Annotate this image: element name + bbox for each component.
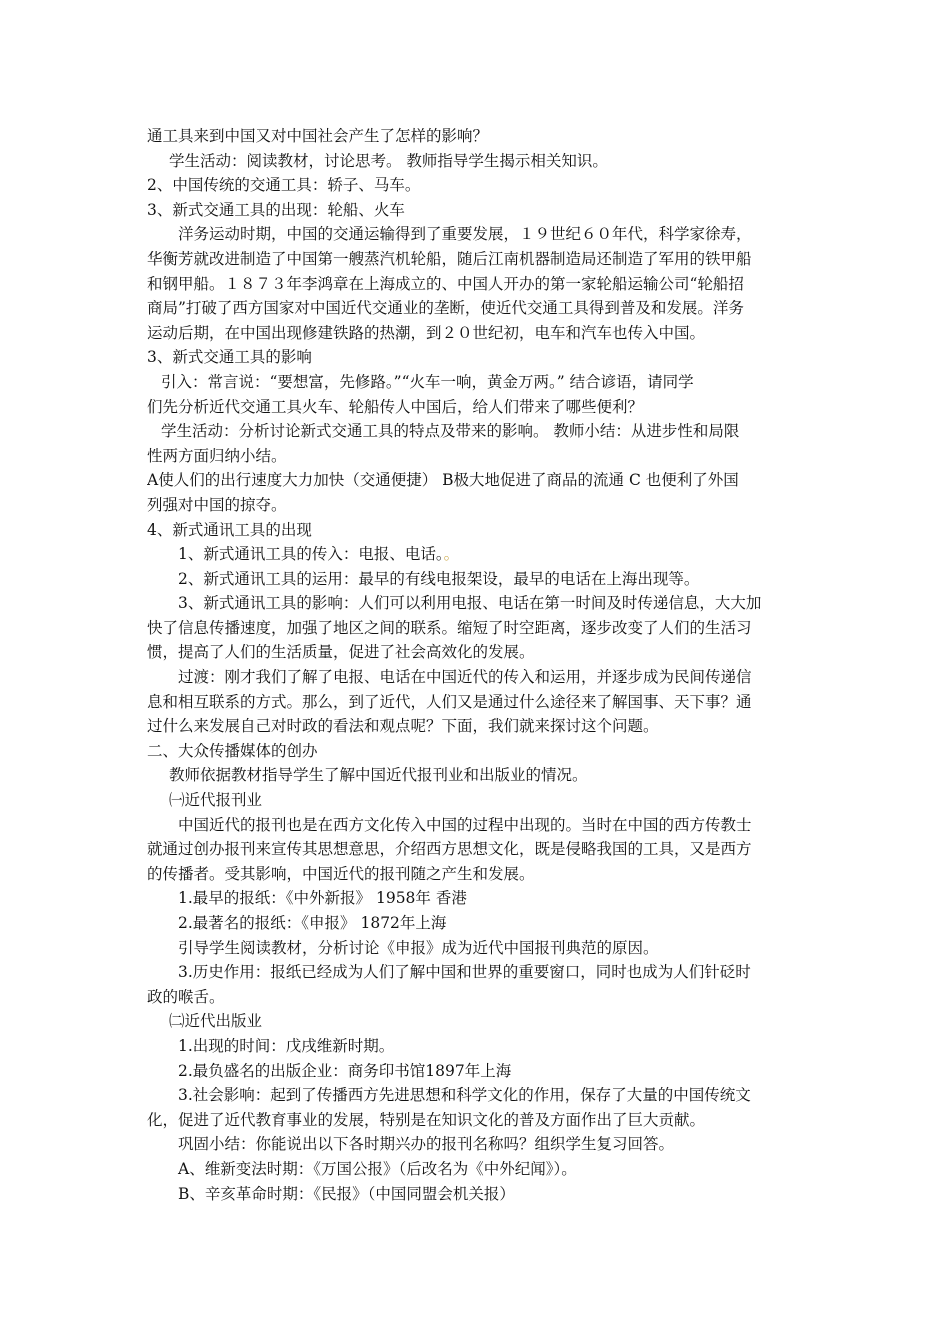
stray-mark: 。 bbox=[443, 545, 460, 564]
text-line bbox=[147, 345, 810, 370]
text-line-content: 政的喉舌。 bbox=[147, 987, 225, 1006]
text-line-content: 就通过创办报刊来宣传其思想意思，介绍西方思想文化，既是侵略我国的工具，又是西方 bbox=[147, 840, 752, 859]
text-line-content: 化，促进了近代教育事业的发展，特别是在知识文化的普及方面作出了巨大贡献。 bbox=[147, 1110, 706, 1129]
text-line-content: 1、新式通讯工具的传入：电报、电话。 bbox=[178, 545, 444, 564]
text-line bbox=[147, 1157, 810, 1182]
text-line-content: 2.最负盛名的出版企业：商务印书馆1897年上海 bbox=[178, 1061, 512, 1080]
text-line bbox=[147, 1132, 810, 1157]
text-line bbox=[147, 616, 810, 641]
text-line-content: B、辛亥革命时期：《民报》（中国同盟会机关报） bbox=[178, 1184, 515, 1203]
text-line bbox=[147, 1059, 810, 1084]
text-line bbox=[147, 149, 810, 174]
text-line-content: 3.社会影响：起到了传播西方先进思想和科学文化的作用，保存了大量的中国传统文 bbox=[178, 1086, 751, 1105]
text-line-content: 引导学生阅读教材，分析讨论《申报》成为近代中国报刊典范的原因。 bbox=[178, 938, 659, 957]
text-line bbox=[147, 665, 810, 690]
text-line bbox=[147, 444, 810, 469]
text-line bbox=[147, 739, 810, 764]
text-line-content: ㈡近代出版业 bbox=[169, 1012, 263, 1031]
text-line-content: 商局”打破了西方国家对中国近代交通业的垄断，使近代交通工具得到普及和发展。洋务 bbox=[147, 299, 744, 318]
text-line-content: 2、中国传统的交通工具：轿子、马车。 bbox=[147, 176, 421, 195]
text-line bbox=[147, 985, 810, 1010]
text-line bbox=[147, 788, 810, 813]
text-line-content: 过什么来发展自己对时政的看法和观点呢？下面，我们就来探讨这个问题。 bbox=[147, 717, 659, 736]
text-line bbox=[147, 1182, 810, 1207]
text-line bbox=[147, 493, 810, 518]
text-line-content: 学生活动：阅读教材，讨论思考。 教师指导学生揭示相关知识。 bbox=[169, 151, 608, 170]
text-line bbox=[147, 1108, 810, 1133]
text-line-content: 运动后期，在中国出现修建铁路的热潮，到２０世纪初，电车和汽车也传入中国。 bbox=[147, 323, 706, 342]
text-line-content: A、维新变法时期：《万国公报》（后改名为《中外纪闻》）。 bbox=[178, 1159, 577, 1178]
text-line bbox=[147, 198, 810, 223]
text-line-content: 快了信息传播速度，加强了地区之间的联系。缩短了时空距离，逐步改变了人们的生活习 bbox=[147, 618, 752, 637]
text-line-content: 过渡：刚才我们了解了电报、电话在中国近代的传入和运用，并逐步成为民间传递信 bbox=[178, 668, 752, 687]
text-line-content: 3、新式交通工具的出现：轮船、火车 bbox=[147, 200, 405, 219]
text-line-content: 息和相互联系的方式。那么，到了近代，人们又是通过什么途径来了解国事、天下事？通 bbox=[147, 692, 752, 711]
text-line bbox=[147, 222, 810, 247]
text-line-content: 2.最著名的报纸：《申报》 1872年上海 bbox=[178, 914, 447, 932]
text-line bbox=[147, 911, 810, 936]
text-line-content: 中国近代的报刊也是在西方文化传入中国的过程中出现的。当时在中国的西方传教士 bbox=[178, 815, 752, 834]
text-line-content: 性两方面归纳小结。 bbox=[147, 446, 287, 465]
text-line-content: 通工具来到中国又对中国社会产生了怎样的影响？ bbox=[147, 127, 489, 145]
text-line-content: 巩固小结：你能说出以下各时期兴办的报刊名称吗？组织学生复习回答。 bbox=[178, 1135, 675, 1154]
text-line bbox=[147, 936, 810, 961]
text-line bbox=[147, 321, 810, 346]
text-line-content: 1.出现的时间：戊戌维新时期。 bbox=[178, 1036, 395, 1055]
text-line-content: 惯，提高了人们的生活质量，促进了社会高效化的发展。 bbox=[147, 643, 535, 662]
text-line bbox=[147, 419, 810, 444]
text-line-content: 的传播者。受其影响，中国近代的报刊随之产生和发展。 bbox=[147, 864, 535, 883]
text-line bbox=[147, 1034, 810, 1059]
text-line-content: 3、新式交通工具的影响 bbox=[147, 348, 312, 367]
text-line-content: A使人们的出行速度大力加快（交通便捷） B极大地促进了商品的流通 C 也便利了外国 bbox=[147, 471, 739, 490]
text-line-content: 们先分析近代交通工具火车、轮船传人中国后，给人们带来了哪些便利？ bbox=[147, 397, 644, 416]
text-line bbox=[147, 886, 810, 911]
text-line bbox=[147, 763, 810, 788]
text-line bbox=[147, 272, 810, 297]
text-line bbox=[147, 468, 810, 493]
text-line bbox=[147, 124, 810, 149]
text-line bbox=[147, 862, 810, 887]
text-line-content: 洋务运动时期，中国的交通运输得到了重要发展，１９世纪６０年代，科学家徐寿， bbox=[178, 225, 752, 244]
text-line bbox=[147, 395, 810, 420]
text-line bbox=[147, 690, 810, 715]
text-line-content: 引入：常言说：“要想富，先修路。”“火车一响，黄金万两。” 结合谚语，请同学 bbox=[161, 372, 694, 391]
text-line-content: 教师依据教材指导学生了解中国近代报刊业和出版业的情况。 bbox=[169, 766, 588, 785]
text-line bbox=[147, 518, 810, 543]
text-line-content: 4、新式通讯工具的出现 bbox=[147, 520, 312, 539]
text-line bbox=[147, 296, 810, 321]
text-line bbox=[147, 714, 810, 739]
text-line bbox=[147, 1009, 810, 1034]
text-line-content: 列强对中国的掠夺。 bbox=[147, 495, 287, 514]
text-line bbox=[147, 960, 810, 985]
text-line-content: 3.历史作用：报纸已经成为人们了解中国和世界的重要窗口，同时也成为人们针砭时 bbox=[178, 963, 751, 982]
text-line-content: 华衡芳就改进制造了中国第一艘蒸汽机轮船，随后江南机器制造局还制造了军用的铁甲船 bbox=[147, 249, 752, 268]
text-line-content: 二、大众传播媒体的创办 bbox=[147, 741, 318, 760]
text-line-content: 2、新式通讯工具的运用：最早的有线电报架设，最早的电话在上海出现等。 bbox=[178, 569, 700, 588]
text-line bbox=[147, 837, 810, 862]
text-line bbox=[147, 640, 810, 665]
text-line bbox=[147, 1083, 810, 1108]
text-line bbox=[147, 567, 810, 592]
text-line-content: 学生活动：分析讨论新式交通工具的特点及带来的影响。 教师小结：从进步性和局限 bbox=[161, 422, 740, 441]
text-line-content: 和钢甲船。１８７３年李鸿章在上海成立的、中国人开办的第一家轮船运输公司“轮船招 bbox=[147, 274, 744, 293]
text-line bbox=[147, 542, 810, 567]
text-line bbox=[147, 813, 810, 838]
text-line-content: 3、新式通讯工具的影响：人们可以利用电报、电话在第一时间及时传递信息，大大加 bbox=[178, 594, 762, 613]
text-line bbox=[147, 247, 810, 272]
text-line bbox=[147, 173, 810, 198]
text-line-content: ㈠近代报刊业 bbox=[169, 791, 263, 810]
document-body bbox=[147, 124, 810, 1206]
text-line bbox=[147, 591, 810, 616]
text-line bbox=[147, 370, 810, 395]
text-line-content: 1.最早的报纸：《中外新报》 1958年 香港 bbox=[178, 889, 467, 908]
